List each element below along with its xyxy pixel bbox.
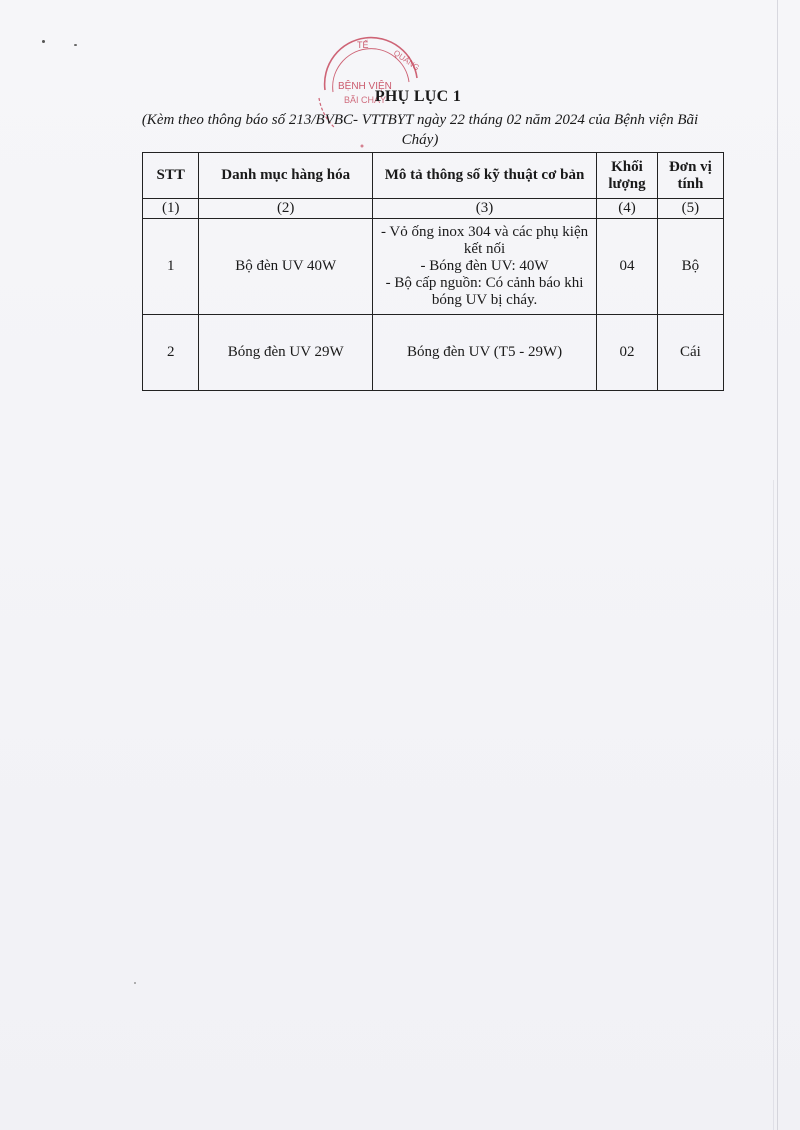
column-number: (2) — [199, 199, 372, 219]
row-item: Bóng đèn UV 29W — [199, 315, 372, 391]
table-header-row — [143, 153, 724, 199]
scan-speck — [134, 982, 136, 984]
scan-speck — [74, 44, 77, 46]
scan-edge — [773, 480, 774, 1130]
column-number: (3) — [372, 199, 596, 219]
header-unit: Đơn vị tính — [657, 153, 723, 199]
row-item: Bộ đèn UV 40W — [199, 219, 372, 315]
column-number-row — [143, 199, 724, 219]
seal-center-text: BỆNH VIỆN — [338, 81, 392, 92]
description-line: - Vỏ ống inox 304 và các phụ kiện kết nối — [380, 224, 589, 257]
row-stt: 2 — [143, 315, 199, 391]
row-unit: Cái — [657, 315, 723, 391]
row-unit: Bộ — [657, 219, 723, 315]
description-line: - Bộ cấp nguồn: Có cảnh báo khi bóng UV bị cháy. — [385, 275, 584, 308]
seal-ring-text-right: QUẢNG — [391, 48, 422, 73]
row-quantity: 02 — [597, 315, 658, 391]
goods-table — [142, 152, 724, 391]
row-quantity: 04 — [597, 219, 658, 315]
column-number: (1) — [143, 199, 199, 219]
row-stt: 1 — [143, 219, 199, 315]
header-quantity: Khối lượng — [597, 153, 658, 199]
appendix-subtitle: (Kèm theo thông báo số 213/BVBC- VTTBYT ngày 22 tháng 02 năm 2024 của Bệnh viện Bãi Cháy) — [141, 112, 699, 148]
header-stt: STT — [143, 153, 199, 199]
row-description: Bóng đèn UV (T5 - 29W) — [372, 315, 596, 391]
table-row — [143, 315, 724, 391]
column-number: (5) — [657, 199, 723, 219]
scan-speck — [42, 40, 45, 43]
header-item: Danh mục hàng hóa — [199, 153, 372, 199]
seal-sub-text: BÃI CHÁY — [344, 95, 387, 105]
appendix-title-text: PHỤ LỤC 1 — [374, 88, 462, 105]
seal-ring-text-left: TẾ — [357, 40, 369, 50]
description-line: - Bóng đèn UV: 40W — [420, 258, 549, 274]
header-description: Mô tả thông số kỹ thuật cơ bản — [372, 153, 596, 199]
table-row — [143, 219, 724, 315]
appendix-title — [0, 88, 800, 106]
column-number: (4) — [597, 199, 658, 219]
scan-edge — [777, 0, 778, 1130]
row-description — [372, 219, 596, 315]
